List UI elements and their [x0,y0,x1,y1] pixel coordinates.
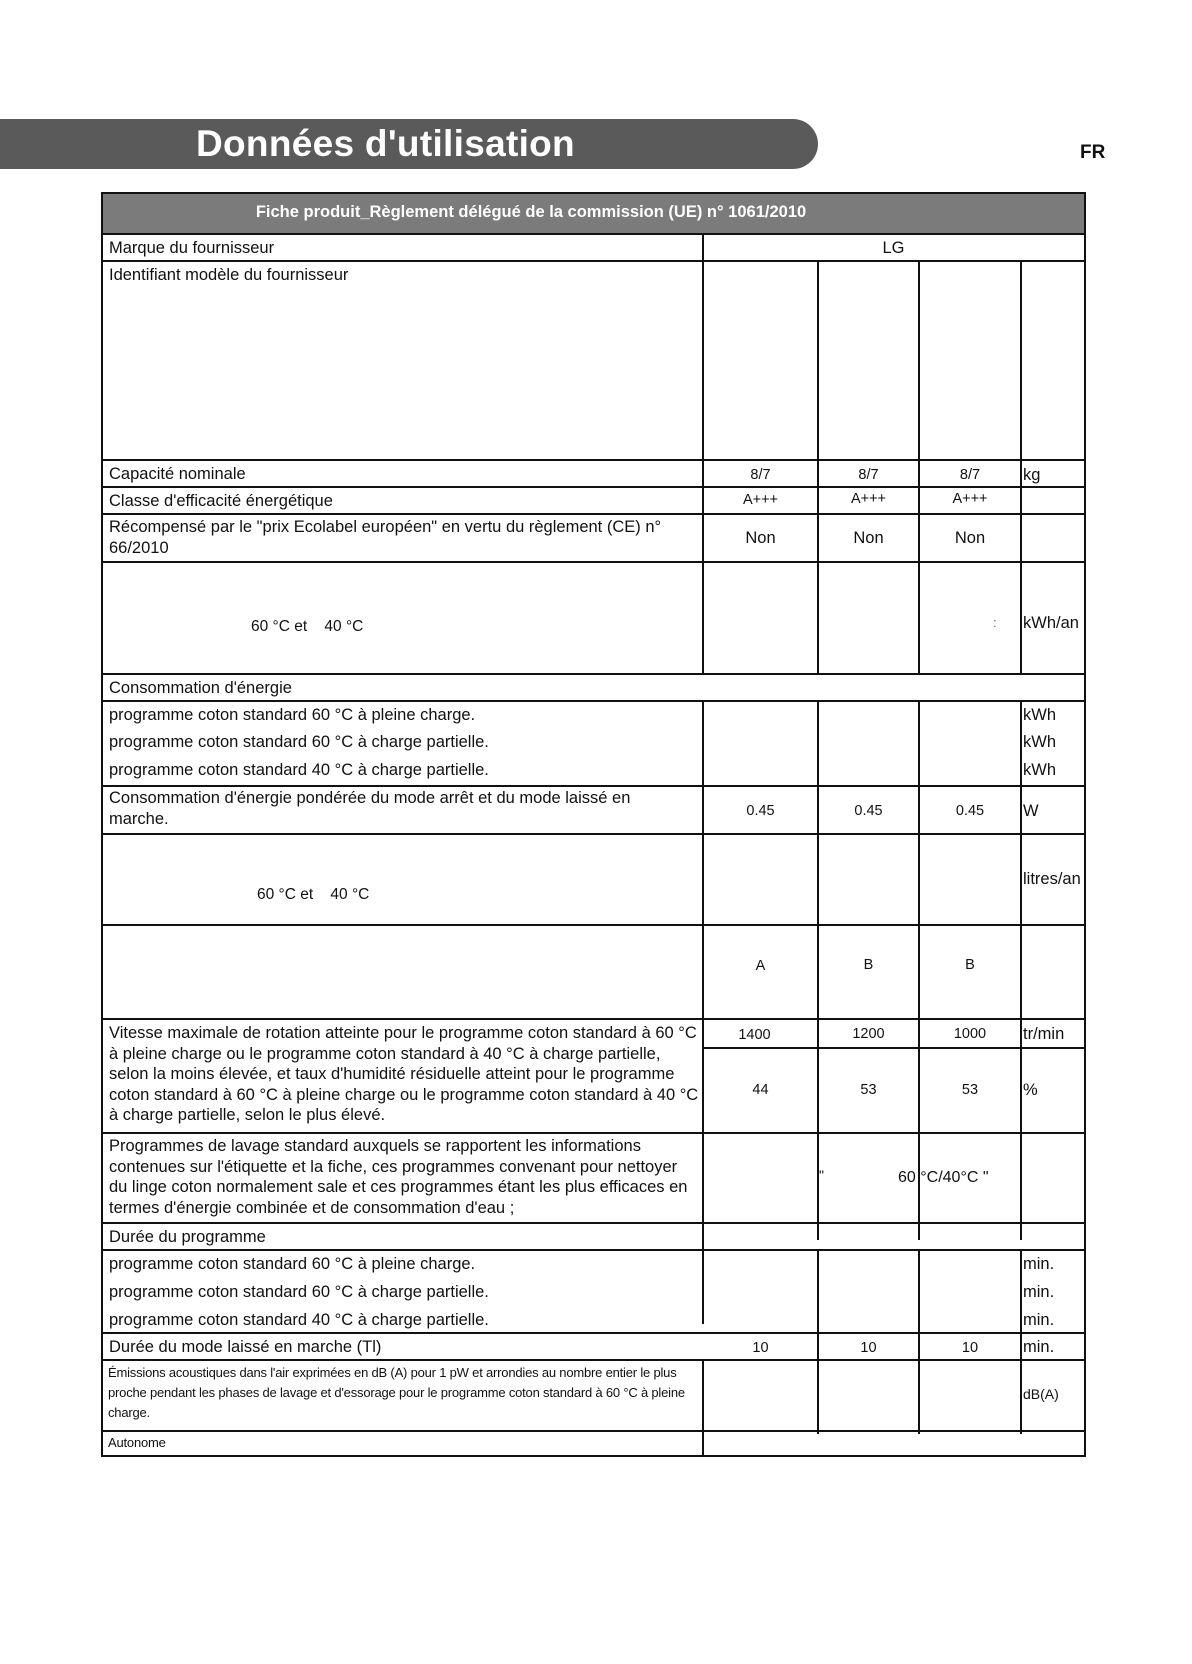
standby-value: 0.45 [854,803,883,819]
capacity-value: 8/7 [750,467,771,483]
column-divider [1020,260,1022,675]
language-code: FR [1080,142,1106,163]
noise-label: Émissions acoustiques dans l'air exprimées en dB (A) pour 1 pW et arrondies au nombre entier le plus proche pendant les phases de lavage et d'essorage pour le programme coton standard à 60 °C à pleine charge. [108,1365,685,1420]
row-divider [101,1332,1086,1334]
capacity-label: Capacité nominale [109,465,246,483]
model-label: Identifiant modèle du fournisseur [109,266,349,284]
column-divider [702,233,704,675]
duration-section-label: Durée du programme [109,1228,266,1246]
energy-section-label: Consommation d'énergie [109,679,292,697]
duration-row-label: programme coton standard 60 °C à pleine charge. [109,1255,476,1273]
spin-class-value: B [863,957,874,973]
page-title: Données d'utilisation [196,123,575,164]
table-border-top [101,192,1086,194]
row-divider [101,924,1086,926]
humidity-value: 44 [752,1082,769,1098]
row-divider [101,561,1086,563]
efficiency-value: A+++ [952,491,988,507]
row-divider [101,486,1086,488]
row-divider [101,700,1086,702]
duration-row-label: programme coton standard 40 °C à charge partielle. [109,1311,489,1329]
row-divider [101,513,1086,515]
ecolabel-value: Non [853,529,884,547]
ecolabel-value: Non [954,529,986,547]
row-divider [101,1018,1086,1020]
row-divider [101,1132,1086,1134]
table-header-text: Fiche produit_Règlement délégué de la commission (UE) n° 1061/2010 [255,203,807,221]
left-on-value: 10 [961,1340,979,1356]
duration-row-unit: min. [1023,1311,1055,1329]
spin-speed-unit: tr/min [1023,1025,1065,1043]
left-on-unit: min. [1023,1338,1055,1356]
spin-label: Vitesse maximale de rotation atteinte pour le programme coton standard à 60 °C à pleine charge ou le programme coton standard à 40 °C à charge partielle, selon la moins élevée, et taux d'humidité résiduelle atteint pour le programme coton standard à 60 °C à pleine charge ou le programme coton standard à 40 °C à charge partielle, selon le plus élevé. [109,1024,699,1124]
left-on-value: 10 [752,1340,769,1356]
capacity-value: 8/7 [858,467,879,483]
standby-label: Consommation d'énergie pondérée du mode arrêt et du mode laissé en marche. [109,789,631,828]
programs-label: Programmes de lavage standard auxquels se rapportent les informations contenues sur l'étiquette et la fiche, ces programmes convenant pour nettoyer du linge coton normalement sale et ces programmes étant les plus efficaces en termes d'énergie combinée et de consommation d'eau ; [109,1137,688,1217]
column-divider [702,1359,704,1457]
spin-speed-value: 1000 [953,1026,987,1042]
spin-speed-value: 1200 [852,1026,885,1042]
capacity-unit: kg [1023,466,1041,484]
energy-row-unit: kWh [1023,761,1056,779]
row-divider [101,1249,1086,1251]
humidity-value: 53 [860,1082,877,1098]
energy-row-label: programme coton standard 40 °C à charge partielle. [109,761,489,779]
spin-speed-value: 1400 [738,1027,771,1043]
standby-value: 0.45 [746,803,775,819]
spin-class-value: A [755,958,766,974]
duration-row-unit: min. [1023,1283,1055,1301]
row-divider [101,1222,1086,1224]
duration-row-unit: min. [1023,1255,1055,1273]
noise-unit: dB(A) [1023,1386,1059,1402]
row-divider [101,1359,1086,1361]
brand-label: Marque du fournisseur [109,239,275,257]
row-divider [101,1430,1086,1432]
standby-unit: W [1023,802,1039,820]
row-divider [101,673,1086,675]
energy-row-label: programme coton standard 60 °C à pleine charge. [109,706,476,724]
table-border-left [101,192,103,1457]
title-banner [0,119,818,169]
water-fragment: 60 °C et 40 °C [257,886,370,903]
column-divider [702,700,704,1324]
energy-row-label: programme coton standard 60 °C à charge partielle. [109,733,489,751]
product-sheet-table [101,192,1086,1456]
humidity-value: 53 [961,1082,979,1098]
water-unit: litres/an [1023,870,1081,888]
efficiency-value: A+++ [742,492,779,508]
efficiency-label: Classe d'efficacité énergétique [109,492,333,510]
table-border-right [1084,192,1086,1457]
spin-class-value: B [965,957,975,973]
ecolabel-label: Récompensé par le "prix Ecolabel européen" en vertu du règlement (CE) n° 66/2010 [109,518,662,557]
ecolabel-value: Non [745,529,776,547]
table-border-bottom [101,1455,1086,1457]
annual-energy-fragment: 60 °C et 40 °C [251,618,364,635]
column-divider [1020,700,1022,1240]
duration-row-label: programme coton standard 60 °C à charge partielle. [109,1283,489,1301]
row-divider [703,1047,1086,1049]
capacity-value: 8/7 [959,467,981,483]
row-divider [101,459,1086,461]
annual-energy-colon: : [993,615,997,630]
row-divider [101,785,1086,787]
left-on-value: 10 [860,1340,877,1356]
programs-value: 60 °C/40°C " [898,1169,989,1186]
standby-value: 0.45 [955,803,985,819]
brand-value: LG [882,239,905,257]
efficiency-value: A+++ [850,491,887,507]
left-on-label: Durée du mode laissé en marche (Tl) [109,1338,382,1356]
humidity-unit: % [1023,1081,1038,1099]
row-divider [101,260,1086,262]
programs-quote: " [819,1167,824,1183]
row-divider [101,833,1086,835]
autonomous-label: Autonome [108,1435,166,1450]
energy-row-unit: kWh [1023,706,1056,724]
column-divider [1020,1249,1022,1434]
row-divider [101,233,1086,235]
annual-energy-unit: kWh/an [1023,614,1079,632]
energy-row-unit: kWh [1023,733,1056,751]
table-header [101,192,1086,233]
